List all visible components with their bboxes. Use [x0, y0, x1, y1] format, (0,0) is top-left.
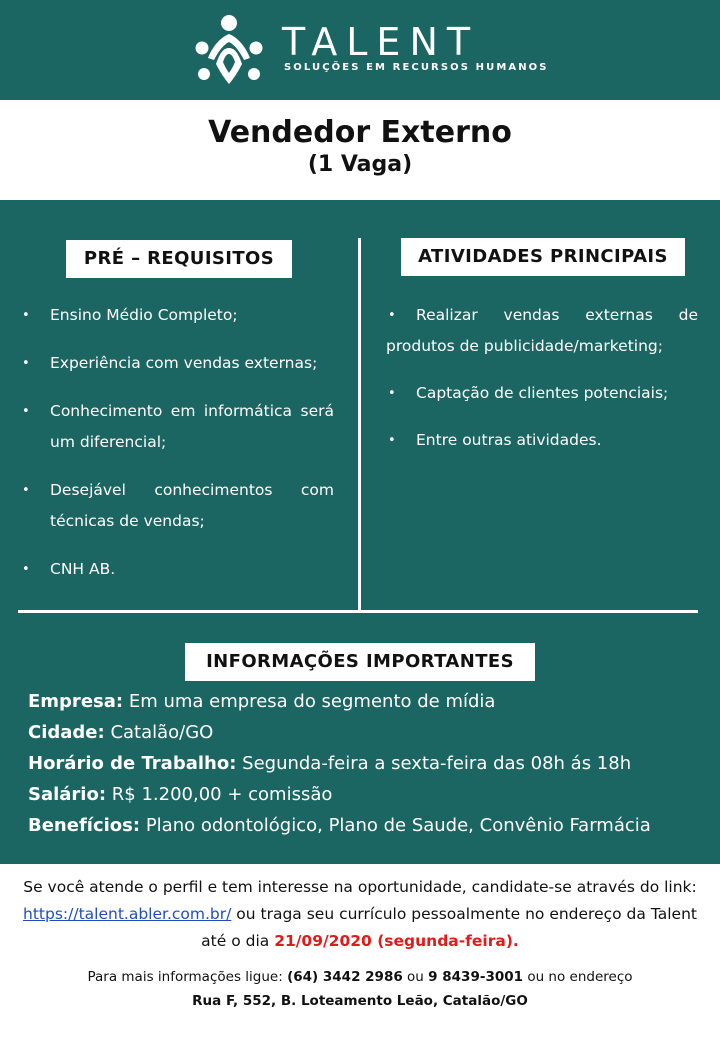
info-details: [28, 686, 651, 841]
main-panel: [0, 200, 720, 864]
info-label: Empresa:: [28, 691, 124, 712]
list-item: • Entre outras atividades.: [386, 425, 698, 456]
info-label: Salário:: [28, 784, 107, 805]
brand-tagline: SOLUÇÕES EM RECURSOS HUMANOS: [284, 62, 549, 73]
info-value: Catalão/GO: [110, 722, 214, 743]
contact-prefix: Para mais informações ligue:: [87, 969, 283, 985]
column-divider: [358, 238, 361, 612]
deadline-date: 21/09/2020 (segunda-feira).: [274, 932, 519, 950]
apply-text-1: Se você atende o perfil e tem interesse na oportunidade, candidate-se através do link:: [23, 878, 697, 896]
requirements-heading: PRÉ – REQUISITOS: [66, 240, 292, 278]
info-label: Benefícios:: [28, 815, 141, 836]
activities-heading: ATIVIDADES PRINCIPAIS: [401, 238, 685, 276]
phone-landline: (64) 3442 2986: [287, 969, 403, 985]
info-row-hours: [28, 748, 651, 779]
info-value: Em uma empresa do segmento de mídia: [128, 691, 496, 712]
contact-or: ou: [407, 969, 424, 985]
list-item: • Captação de clientes potenciais;: [386, 378, 698, 409]
info-label: Cidade:: [28, 722, 105, 743]
header-banner: [0, 0, 720, 100]
info-heading: INFORMAÇÕES IMPORTANTES: [185, 643, 535, 681]
brand-name: TALENT: [282, 20, 480, 64]
info-row-salary: [28, 779, 651, 810]
activities-list: [386, 300, 698, 472]
info-label: Horário de Trabalho:: [28, 753, 237, 774]
list-item: • Ensino Médio Completo;: [20, 300, 334, 331]
apply-link[interactable]: https://talent.abler.com.br/: [23, 905, 232, 923]
contact-suffix: ou no endereço: [527, 969, 633, 985]
phone-mobile: 9 8439-3001: [428, 969, 524, 985]
footer: [0, 864, 720, 1040]
job-title: Vendedor Externo: [208, 115, 512, 150]
info-value: Segunda-feira a sexta-feira das 08h ás 18h: [242, 753, 632, 774]
section-divider: [18, 610, 698, 613]
info-value: Plano odontológico, Plano de Saude, Convênio Farmácia: [145, 815, 651, 836]
contact-info: [0, 965, 720, 1013]
job-vacancies: (1 Vaga): [307, 152, 413, 177]
list-item: • Experiência com vendas externas;: [20, 348, 334, 379]
info-row-city: [28, 717, 651, 748]
list-item: • Desejável conhecimentos com técnicas de vendas;: [20, 475, 334, 537]
info-value: R$ 1.200,00 + comissão: [111, 784, 333, 805]
requirements-list: [20, 300, 334, 602]
people-hug-logo-icon: [194, 14, 264, 86]
apply-text-2: ou traga seu currículo pessoalmente no endereço da Talent até o dia: [201, 905, 697, 950]
list-item: • CNH AB.: [20, 554, 334, 585]
address: Rua F, 552, B. Loteamento Leão, Catalão/GO: [192, 993, 528, 1009]
list-item: • Realizar vendas externas de produtos de publicidade/marketing;: [386, 300, 698, 362]
apply-instructions: [10, 874, 710, 955]
info-row-benefits: [28, 810, 651, 841]
list-item: • Conhecimento em informática será um diferencial;: [20, 396, 334, 458]
info-row-company: [28, 686, 651, 717]
title-band: [0, 100, 720, 200]
